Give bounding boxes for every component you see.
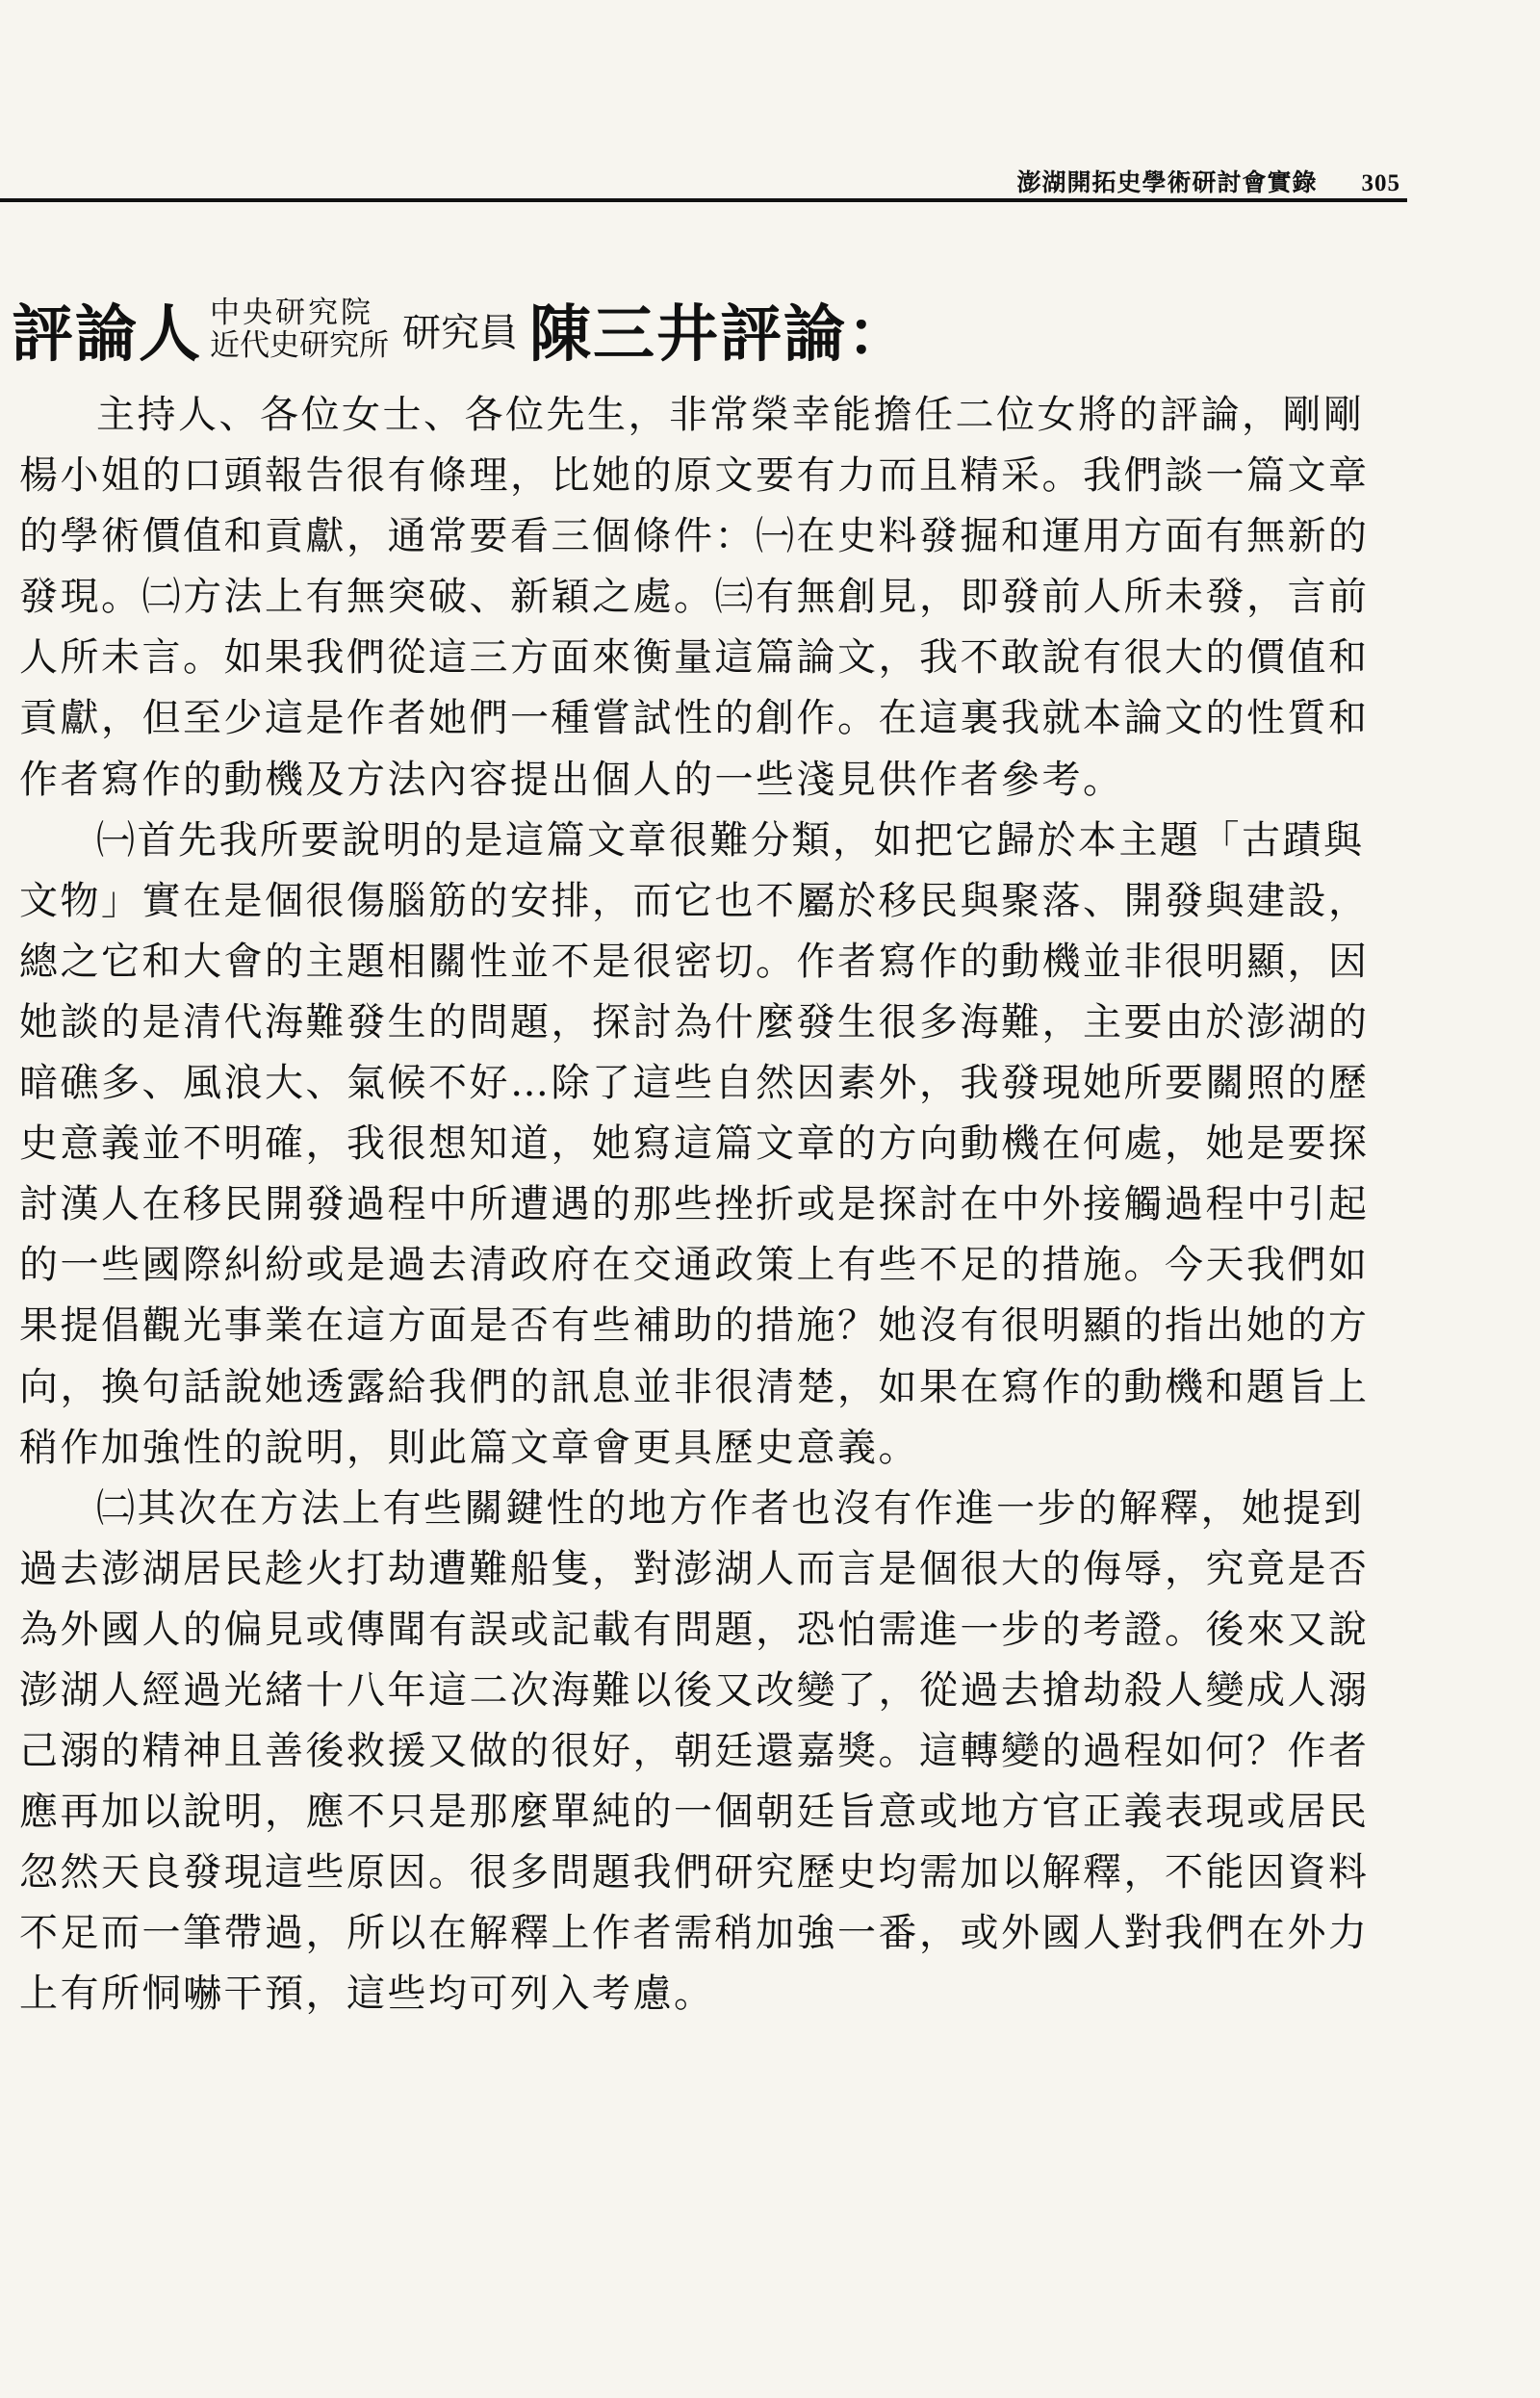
section-heading — [12, 285, 911, 374]
running-head-title: 澎湖開拓史學術研討會實錄 — [1016, 168, 1318, 196]
running-head — [924, 164, 1400, 198]
affiliation-line-2: 近代史研究所 — [210, 328, 389, 363]
body-text — [19, 385, 1386, 2025]
paragraph-1: 主持人、各位女士、各位先生，非常榮幸能擔任二位女將的評論，剛剛楊小姐的口頭報告很有條理，比她的原文要有力而且精采。我們談一篇文章的學術價值和貢獻，通常要看三個條件：㈠在史料發掘和運用方面有無新的發現。㈡方法上有無突破、新穎之處。㈢有無創見，即發前人所未發，言前人所未言。如果我們從這三方面來衡量這篇論文，我不敢說有很大的價值和貢獻，但至少這是作者她們一種嘗試性的創作。在這裏我就本論文的性質和作者寫作的動機及方法內容提出個人的一些淺見供作者參考。 — [19, 393, 1370, 802]
heading-name: 陳三井評論： — [529, 299, 911, 371]
affiliation-line-1: 中央研究院 — [210, 296, 373, 330]
header-rule — [0, 198, 1407, 202]
heading-affiliation — [210, 297, 389, 362]
heading-role: 評論人 — [12, 299, 202, 371]
paragraph-2: ㈠首先我所要說明的是這篇文章很難分類，如把它歸於本主題「古蹟與文物」實在是個很傷腦筋的安排，而它也不屬於移民與聚落、開發與建設，總之它和大會的主題相關性並不是很密切。作者寫作的動機並非很明顯，因她談的是清代海難發生的問題，探討為什麼發生很多海難，主要由於澎湖的暗礁多、風浪大、氣候不好…除了這些自然因素外，我發現她所要關照的歷史意義並不明確，我很想知道，她寫這篇文章的方向動機在何處，她是要探討漢人在移民開發過程中所遭遇的那些挫折或是探討在中外接觸過程中引起的一些國際糾紛或是過去清政府在交通政策上有些不足的措施。今天我們如果提倡觀光事業在這方面是否有些補助的措施？她沒有很明顯的指出她的方向，換句話說她透露給我們的訊息並非很清楚，如果在寫作的動機和題旨上稍作加強性的說明，則此篇文章會更具歷史意義。 — [19, 817, 1370, 1470]
paragraph-3: ㈡其次在方法上有些關鍵性的地方作者也沒有作進一步的解釋，她提到過去澎湖居民趁火打劫遭難船隻，對澎湖人而言是個很大的侮辱，究竟是否為外國人的偏見或傳聞有誤或記載有問題，恐怕需進一步的考證。後來又說澎湖人經過光緒十八年這二次海難以後又改變了，從過去搶劫殺人變成人溺己溺的精神且善後救援又做的很好，朝廷還嘉獎。這轉變的過程如何？作者應再加以說明，應不只是那麼單純的一個朝廷旨意或地方官正義表現或居民忽然天良發現這些原因。很多問題我們研究歷史均需加以解釋，不能因資料不足而一筆帶過，所以在解釋上作者需稍加強一番，或外國人對我們在外力上有所恫嚇干預，這些均可列入考慮。 — [19, 1485, 1370, 2017]
heading-rank: 研究員 — [402, 310, 518, 355]
page-number: 305 — [1361, 170, 1400, 196]
